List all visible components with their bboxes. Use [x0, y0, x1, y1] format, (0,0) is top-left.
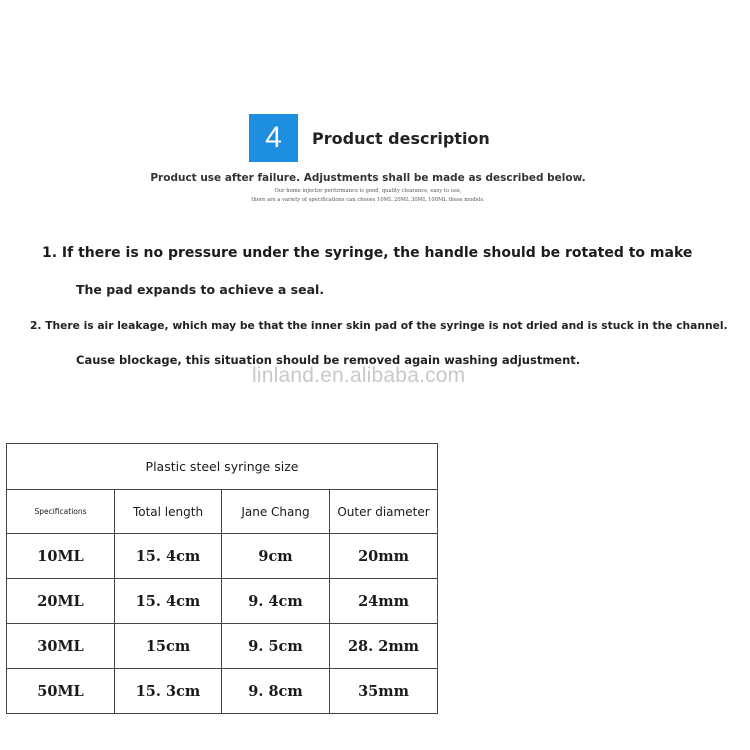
- watermark: linland.en.alibaba.com: [252, 364, 466, 387]
- cell-outer-diameter: 35mm: [330, 669, 438, 714]
- cell-total-length: 15. 4cm: [115, 579, 222, 624]
- cell-jane-chang: 9. 8cm: [222, 669, 330, 714]
- cell-jane-chang: 9. 5cm: [222, 624, 330, 669]
- cell-total-length: 15cm: [115, 624, 222, 669]
- cell-spec: 10ML: [7, 534, 115, 579]
- cell-spec: 50ML: [7, 669, 115, 714]
- table-header-row: [7, 490, 438, 534]
- header-outer-diameter: Outer diameter: [330, 490, 438, 534]
- cell-spec: 20ML: [7, 579, 115, 624]
- cell-outer-diameter: 28. 2mm: [330, 624, 438, 669]
- table-caption: Plastic steel syringe size: [7, 444, 438, 490]
- cell-total-length: 15. 3cm: [115, 669, 222, 714]
- cell-jane-chang: 9cm: [222, 534, 330, 579]
- cell-jane-chang: 9. 4cm: [222, 579, 330, 624]
- size-table: [6, 443, 438, 714]
- cell-outer-diameter: 20mm: [330, 534, 438, 579]
- header-jane-chang: Jane Chang: [222, 490, 330, 534]
- header-specifications: Specifications: [7, 490, 115, 534]
- instruction-1-line-2: The pad expands to achieve a seal.: [76, 282, 325, 297]
- cell-total-length: 15. 4cm: [115, 534, 222, 579]
- instruction-2-line-1: 2. There is air leakage, which may be that the inner skin pad of the syringe is not dried and is stuck in the channel.: [30, 319, 728, 332]
- table-row: [7, 534, 438, 579]
- table-row: [7, 579, 438, 624]
- table-row: [7, 669, 438, 714]
- cell-spec: 30ML: [7, 624, 115, 669]
- fine-print-line-1: Our home injector performance is good, quality clearance, easy to use,: [274, 188, 462, 194]
- section-subtitle: Product use after failure. Adjustments shall be made as described below.: [150, 172, 586, 184]
- fine-print-line-2: there are a variety of specifications can choose 10ML 20ML 30ML 100ML these models.: [251, 197, 485, 203]
- section-title: Product description: [312, 129, 490, 148]
- cell-outer-diameter: 24mm: [330, 579, 438, 624]
- instruction-1-line-1: 1. If there is no pressure under the syringe, the handle should be rotated to make: [42, 245, 693, 261]
- header-total-length: Total length: [115, 490, 222, 534]
- instruction-2-line-2: Cause blockage, this situation should be removed again washing adjustment.: [76, 353, 581, 367]
- table-row: [7, 624, 438, 669]
- section-number-badge: 4: [249, 114, 298, 162]
